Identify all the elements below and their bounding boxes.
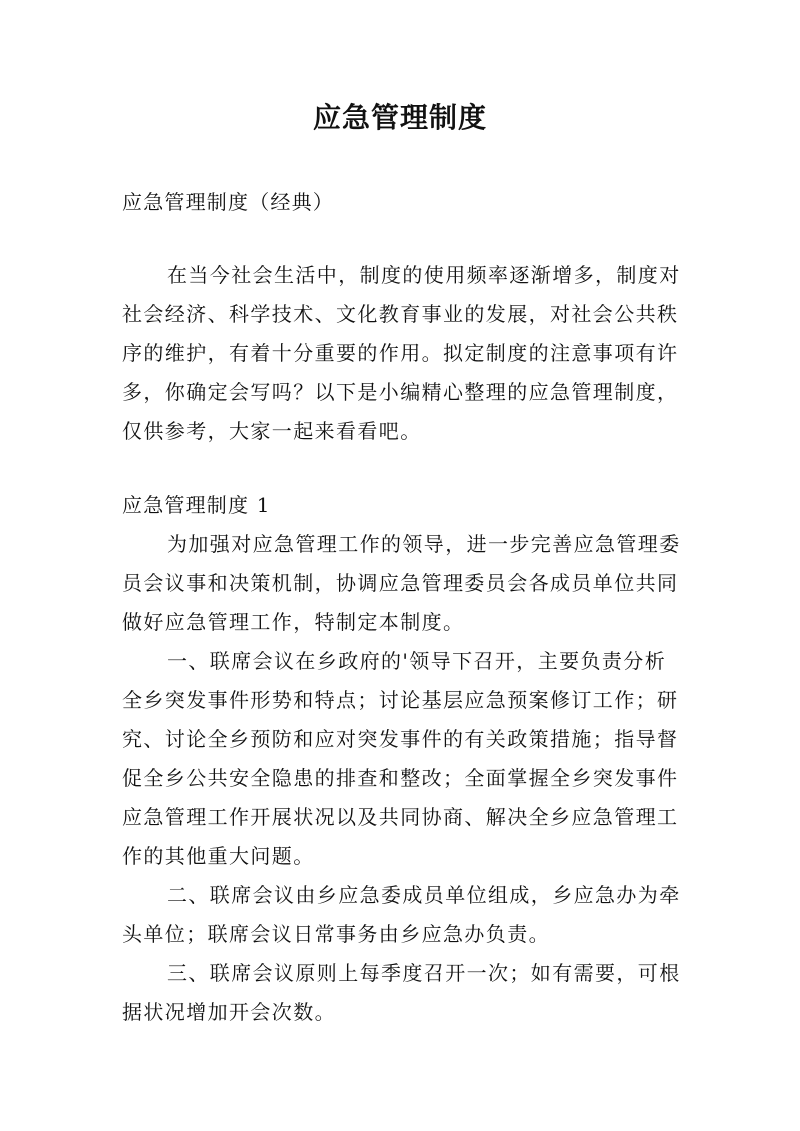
- intro-line: 多，你确定会写吗？以下是小编精心整理的应急管理制度，: [122, 380, 679, 404]
- document-subtitle: 应急管理制度（经典）: [122, 190, 334, 214]
- section-line: 三、联席会议原则上每季度召开一次；如有需要，可根: [167, 961, 681, 985]
- intro-line: 序的维护，有着十分重要的作用。拟定制度的注意事项有许: [122, 341, 679, 365]
- section-line: 为加强对应急管理工作的领导，进一步完善应急管理委: [167, 532, 681, 556]
- section-line: 促全乡公共安全隐患的排查和整改；全面掌握全乡突发事件: [122, 766, 679, 790]
- intro-line: 在当今社会生活中，制度的使用频率逐渐增多，制度对: [167, 263, 681, 287]
- section-line: 做好应急管理工作，特制定本制度。: [122, 610, 465, 634]
- section-line: 作的其他重大问题。: [122, 844, 315, 868]
- section-line: 员会议事和决策机制，协调应急管理委员会各成员单位共同: [122, 571, 679, 595]
- section-line: 据状况增加开会次数。: [122, 1000, 336, 1024]
- section-line: 究、讨论全乡预防和应对突发事件的有关政策措施；指导督: [122, 727, 679, 751]
- document-title: 应急管理制度: [312, 101, 487, 134]
- section-line: 一、联席会议在乡政府的'领导下召开，主要负责分析: [167, 649, 667, 673]
- intro-line: 仅供参考，大家一起来看看吧。: [122, 419, 422, 443]
- section-line: 头单位；联席会议日常事务由乡应急办负责。: [122, 922, 550, 946]
- intro-line: 社会经济、科学技术、文化教育事业的发展，对社会公共秩: [122, 302, 679, 326]
- section-heading: 应急管理制度 1: [122, 493, 271, 517]
- section-line: 全乡突发事件形势和特点；讨论基层应急预案修订工作；研: [122, 688, 679, 712]
- section-line: 二、联席会议由乡应急委成员单位组成，乡应急办为牵: [167, 883, 681, 907]
- section-line: 应急管理工作开展状况以及共同协商、解决全乡应急管理工: [122, 805, 679, 829]
